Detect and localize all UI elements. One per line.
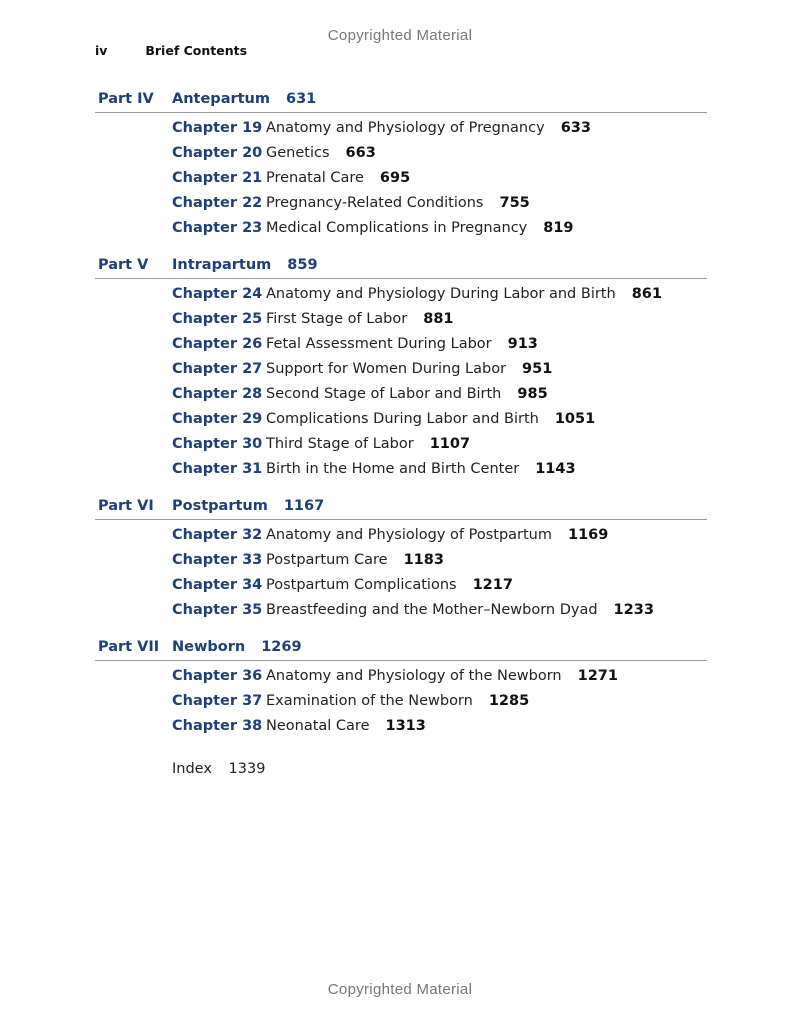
page-number: iv <box>95 43 108 58</box>
chapter-title: Birth in the Home and Birth Center <box>266 461 520 477</box>
chapter-title: Second Stage of Labor and Birth <box>266 386 502 402</box>
chapter-entry[interactable] <box>95 286 707 311</box>
chapter-title: First Stage of Labor <box>266 311 408 327</box>
chapter-page: 755 <box>499 195 530 211</box>
index-label: Index <box>172 761 212 777</box>
chapter-title: Anatomy and Physiology of the Newborn <box>266 668 562 684</box>
chapter-entry[interactable] <box>95 411 707 436</box>
chapter-page: 913 <box>507 336 538 352</box>
part-page: 631 <box>286 91 317 107</box>
part-page: 1167 <box>283 498 325 514</box>
part-page: 859 <box>287 257 318 273</box>
chapter-entry[interactable] <box>95 602 707 627</box>
part-vi <box>95 498 707 627</box>
chapter-label: Chapter 20 <box>172 145 263 161</box>
chapter-label: Chapter 29 <box>172 411 263 427</box>
chapter-label: Chapter 31 <box>172 461 263 477</box>
chapter-label: Chapter 38 <box>172 718 263 734</box>
chapter-label: Chapter 21 <box>172 170 263 186</box>
chapter-entry[interactable] <box>95 195 707 220</box>
chapter-label: Chapter 33 <box>172 552 263 568</box>
index-entry[interactable] <box>95 761 707 777</box>
chapter-label: Chapter 26 <box>172 336 263 352</box>
chapter-title: Breastfeeding and the Mother–Newborn Dyad <box>266 602 598 618</box>
chapter-page: 695 <box>379 170 411 186</box>
part-title: Newborn <box>172 639 246 655</box>
chapter-page: 1271 <box>577 668 618 684</box>
chapter-entry[interactable] <box>95 145 707 170</box>
part-heading[interactable] <box>95 257 707 279</box>
chapter-label: Chapter 22 <box>172 195 263 211</box>
chapter-title: Examination of the Newborn <box>266 693 473 709</box>
chapter-page: 1169 <box>568 527 609 543</box>
chapter-entry[interactable] <box>95 120 707 145</box>
part-vii <box>95 639 707 743</box>
chapter-label: Chapter 23 <box>172 220 263 236</box>
chapter-title: Postpartum Care <box>266 552 388 568</box>
chapter-label: Chapter 36 <box>172 668 263 684</box>
chapter-page: 1217 <box>472 577 513 593</box>
chapter-label: Chapter 25 <box>172 311 263 327</box>
part-label: Part V <box>98 257 149 273</box>
table-of-contents <box>95 91 707 777</box>
chapter-entry[interactable] <box>95 386 707 411</box>
chapter-title: Third Stage of Labor <box>266 436 414 452</box>
chapter-entry[interactable] <box>95 718 707 743</box>
chapter-title: Medical Complications in Pregnancy <box>266 220 528 236</box>
chapter-page: 1143 <box>535 461 576 477</box>
part-heading[interactable] <box>95 639 707 661</box>
part-title: Intrapartum <box>172 257 272 273</box>
chapter-page: 881 <box>423 311 454 327</box>
chapter-label: Chapter 35 <box>172 602 263 618</box>
chapter-page: 663 <box>345 145 376 161</box>
chapter-label: Chapter 34 <box>172 577 263 593</box>
chapter-label: Chapter 37 <box>172 693 263 709</box>
part-heading[interactable] <box>95 498 707 520</box>
chapter-title: Pregnancy-Related Conditions <box>266 195 484 211</box>
chapter-title: Anatomy and Physiology During Labor and Birth <box>266 286 616 302</box>
chapter-entry[interactable] <box>95 552 707 577</box>
watermark-bottom: Copyrighted Material <box>327 981 473 998</box>
chapter-title: Anatomy and Physiology of Pregnancy <box>266 120 545 136</box>
chapter-entry[interactable] <box>95 336 707 361</box>
chapter-page: 985 <box>517 386 548 402</box>
chapter-title: Prenatal Care <box>266 170 364 186</box>
chapter-page: 951 <box>522 361 553 377</box>
chapter-entry[interactable] <box>95 170 707 195</box>
chapter-label: Chapter 27 <box>172 361 263 377</box>
part-page: 1269 <box>261 639 302 655</box>
part-v <box>95 257 707 486</box>
chapter-entry[interactable] <box>95 436 707 461</box>
chapter-entry[interactable] <box>95 693 707 718</box>
chapter-page: 1183 <box>403 552 444 568</box>
chapter-page: 1313 <box>385 718 426 734</box>
part-label: Part VI <box>98 498 154 514</box>
chapter-label: Chapter 19 <box>172 120 263 136</box>
chapter-entry[interactable] <box>95 527 707 552</box>
chapter-title: Support for Women During Labor <box>266 361 507 377</box>
chapter-entry[interactable] <box>95 668 707 693</box>
chapter-label: Chapter 24 <box>172 286 263 302</box>
chapter-page: 1107 <box>429 436 471 452</box>
chapter-title: Neonatal Care <box>266 718 370 734</box>
part-title: Postpartum <box>172 498 268 514</box>
running-head-title: Brief Contents <box>145 43 248 58</box>
chapter-page: 633 <box>560 120 591 136</box>
chapter-entry[interactable] <box>95 361 707 386</box>
chapter-page: 1051 <box>554 411 596 427</box>
chapter-entry[interactable] <box>95 220 707 245</box>
index-page: 1339 <box>228 761 266 777</box>
chapter-label: Chapter 32 <box>172 527 263 543</box>
part-title: Antepartum <box>172 91 270 107</box>
part-label: Part IV <box>98 91 154 107</box>
chapter-label: Chapter 30 <box>172 436 263 452</box>
chapter-page: 819 <box>543 220 574 236</box>
chapter-label: Chapter 28 <box>172 386 263 402</box>
chapter-entry[interactable] <box>95 461 707 486</box>
part-label: Part VII <box>98 639 160 655</box>
part-iv <box>95 91 707 245</box>
running-head <box>95 43 247 58</box>
chapter-title: Anatomy and Physiology of Postpartum <box>266 527 552 543</box>
chapter-title: Complications During Labor and Birth <box>266 411 539 427</box>
chapter-page: 1285 <box>488 693 530 709</box>
chapter-entry[interactable] <box>95 577 707 602</box>
chapter-title: Fetal Assessment During Labor <box>266 336 492 352</box>
chapter-entry[interactable] <box>95 311 707 336</box>
chapter-title: Postpartum Complications <box>266 577 457 593</box>
chapter-title: Genetics <box>266 145 330 161</box>
watermark-top: Copyrighted Material <box>327 27 473 44</box>
chapter-page: 1233 <box>613 602 654 618</box>
chapter-page: 861 <box>631 286 662 302</box>
part-heading[interactable] <box>95 91 707 113</box>
